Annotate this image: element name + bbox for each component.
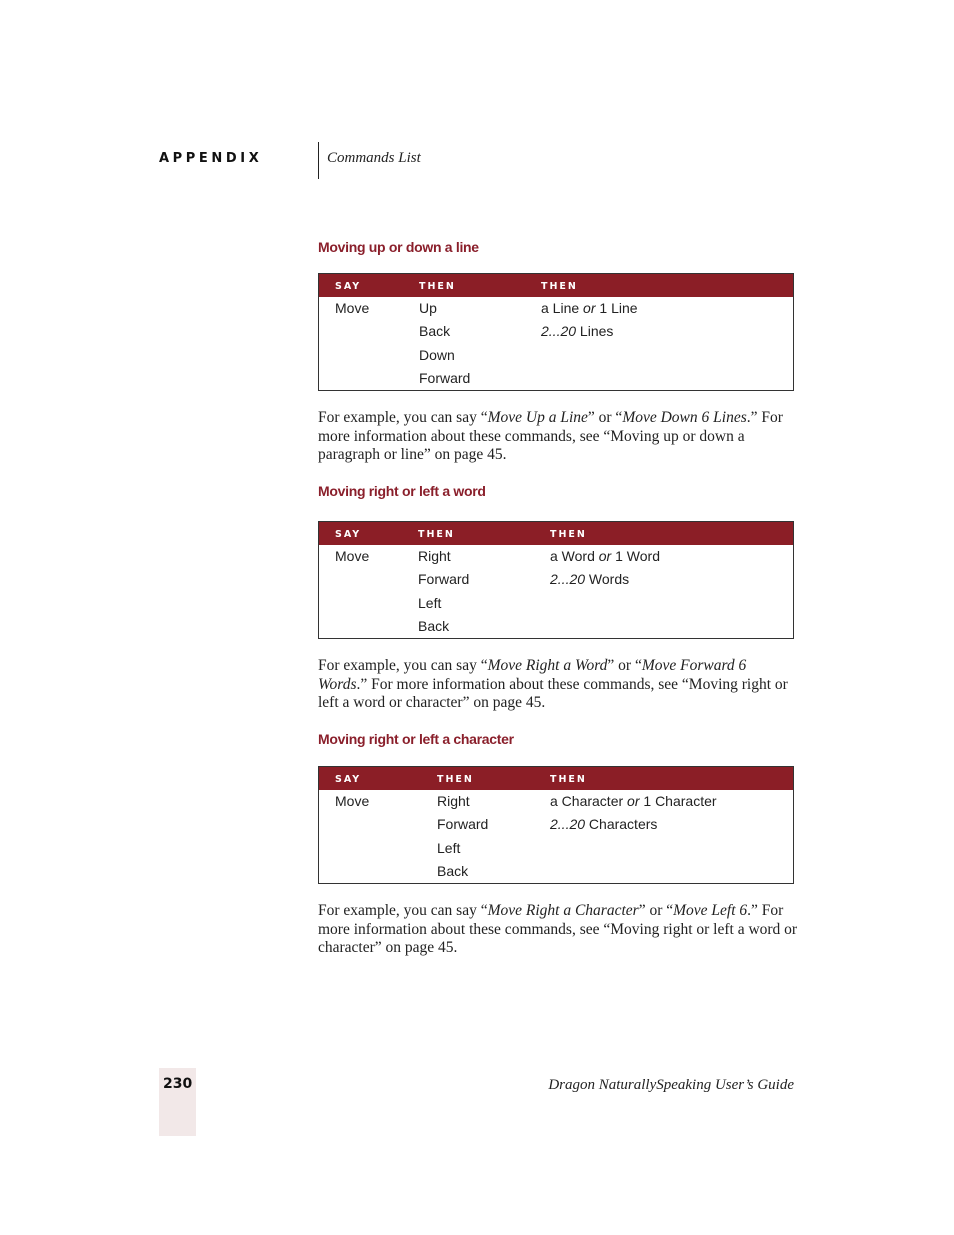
page-number: 230 — [163, 1076, 193, 1092]
then-cell: Back — [419, 323, 451, 339]
header-divider — [318, 142, 319, 179]
then-cell: 2...20 Lines — [541, 323, 614, 339]
footer-book-title: Dragon NaturallySpeaking User’s Guide — [548, 1077, 794, 1093]
then-cell: Forward — [419, 370, 471, 386]
column-header-say: SAY — [335, 281, 362, 292]
say-cell: Move — [335, 548, 370, 564]
section-heading-word: Moving right or left a word — [318, 483, 486, 499]
column-header-then: THEN — [550, 529, 587, 540]
then-cell: a Line or 1 Line — [541, 300, 638, 316]
table-header — [319, 522, 793, 545]
then-cell: Forward — [437, 816, 489, 832]
then-cell: Back — [418, 618, 450, 634]
then-cell: Left — [437, 840, 461, 856]
section-heading-character: Moving right or left a character — [318, 731, 514, 747]
table-header — [319, 767, 793, 790]
say-cell: Move — [335, 793, 370, 809]
then-cell: Back — [437, 863, 469, 879]
then-cell: 2...20 Characters — [550, 816, 658, 832]
column-header-then: THEN — [437, 774, 474, 785]
then-cell: Right — [437, 793, 470, 809]
command-table-line — [318, 273, 794, 391]
column-header-then: THEN — [418, 529, 455, 540]
example-paragraph: For example, you can say “Move Right a Word” or “Move Forward 6 Words.” For more information about these commands, see “Moving right or left a word or character” on page 45. — [318, 657, 788, 711]
then-cell: Down — [419, 347, 455, 363]
column-header-say: SAY — [335, 774, 362, 785]
then-cell: a Word or 1 Word — [550, 548, 660, 564]
then-cell: Left — [418, 595, 442, 611]
command-table-word — [318, 521, 794, 639]
running-title: Commands List — [327, 150, 421, 166]
then-cell: Forward — [418, 571, 470, 587]
example-paragraph: For example, you can say “Move Up a Line” or “Move Down 6 Lines.” For more information about these commands, see “Moving up or down a paragraph or line” on page 45. — [318, 409, 783, 463]
column-header-then: THEN — [550, 774, 587, 785]
then-cell: Up — [419, 300, 437, 316]
say-cell: Move — [335, 300, 370, 316]
example-paragraph: For example, you can say “Move Right a Character” or “Move Left 6.” For more information about these commands, see “Moving right or left a word or character” on page 45. — [318, 902, 798, 956]
table-header — [319, 274, 793, 297]
section-heading-line: Moving up or down a line — [318, 239, 479, 255]
command-table-character — [318, 766, 794, 884]
then-cell: Right — [418, 548, 451, 564]
column-header-then: THEN — [541, 281, 578, 292]
appendix-label: APPENDIX — [159, 151, 263, 166]
column-header-then: THEN — [419, 281, 456, 292]
column-header-say: SAY — [335, 529, 362, 540]
then-cell: 2...20 Words — [550, 571, 630, 587]
then-cell: a Character or 1 Character — [550, 793, 717, 809]
